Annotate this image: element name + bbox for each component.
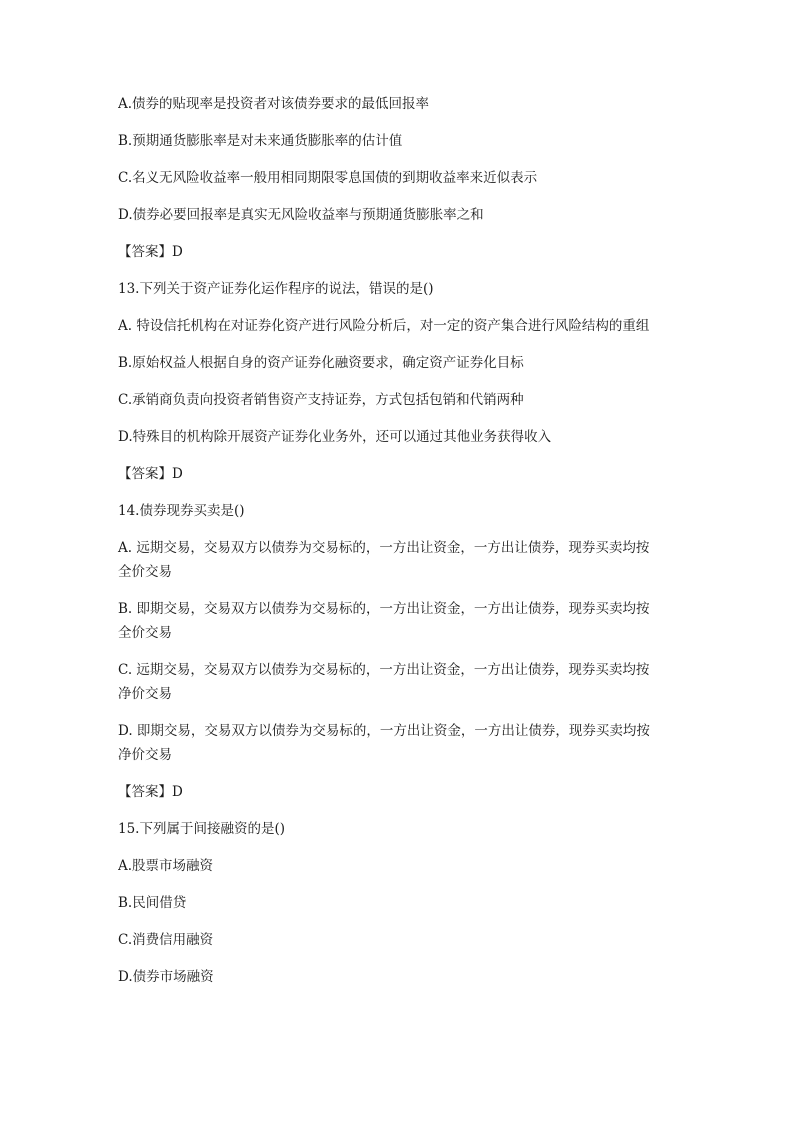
q14-option-d-line1: D. 即期交易，交易双方以债券为交易标的，一方出让资金，一方出让债券，现券买卖均按 bbox=[118, 723, 650, 739]
q12-answer: 【答案】D bbox=[118, 244, 183, 260]
q14-option-a-line1: A. 远期交易，交易双方以债券为交易标的，一方出让资金，一方出让债券，现券买卖均按 bbox=[118, 540, 650, 556]
q14-option-c bbox=[118, 658, 678, 706]
q15-option-d: D.债券市场融资 bbox=[118, 969, 214, 985]
q13-option-c: C.承销商负责向投资者销售资产支持证券，方式包括包销和代销两种 bbox=[118, 392, 524, 408]
document-page bbox=[118, 92, 678, 1002]
q14-answer: 【答案】D bbox=[118, 784, 183, 800]
q14-option-c-line1: C. 远期交易，交易双方以债券为交易标的，一方出让资金，一方出让债券，现券买卖均按 bbox=[118, 662, 650, 678]
q14-option-b bbox=[118, 597, 678, 645]
q15-question: 15.下列属于间接融资的是() bbox=[118, 821, 286, 837]
q14-option-c-line2: 净价交易 bbox=[118, 686, 172, 702]
q14-option-a-line2: 全价交易 bbox=[118, 564, 172, 580]
q13-option-a: A. 特设信托机构在对证券化资产进行风险分析后，对一定的资产集合进行风险结构的重组 bbox=[118, 318, 650, 334]
q12-option-b: B.预期通货膨胀率是对未来通货膨胀率的估计值 bbox=[118, 133, 403, 149]
q15-option-a: A.股票市场融资 bbox=[118, 858, 214, 874]
q14-question: 14.债券现券买卖是() bbox=[118, 503, 245, 519]
q15-option-b: B.民间借贷 bbox=[118, 895, 187, 911]
q12-option-d: D.债券必要回报率是真实无风险收益率与预期通货膨胀率之和 bbox=[118, 207, 484, 223]
q14-option-b-line1: B. 即期交易，交易双方以债券为交易标的，一方出让资金，一方出让债券，现券买卖均按 bbox=[118, 601, 650, 617]
q12-option-a: A.债券的贴现率是投资者对该债券要求的最低回报率 bbox=[118, 96, 430, 112]
q13-question: 13.下列关于资产证券化运作程序的说法，错误的是() bbox=[118, 281, 434, 297]
q15-option-c: C.消费信用融资 bbox=[118, 932, 214, 948]
q14-option-d bbox=[118, 719, 678, 767]
q13-option-d: D.特殊目的机构除开展资产证券化业务外，还可以通过其他业务获得收入 bbox=[118, 429, 552, 445]
q13-option-b: B.原始权益人根据自身的资产证券化融资要求，确定资产证券化目标 bbox=[118, 355, 524, 371]
q12-option-c: C.名义无风险收益率一般用相同期限零息国债的到期收益率来近似表示 bbox=[118, 170, 538, 186]
q14-option-b-line2: 全价交易 bbox=[118, 625, 172, 641]
q14-option-d-line2: 净价交易 bbox=[118, 747, 172, 763]
q13-answer: 【答案】D bbox=[118, 466, 183, 482]
q14-option-a bbox=[118, 536, 678, 584]
